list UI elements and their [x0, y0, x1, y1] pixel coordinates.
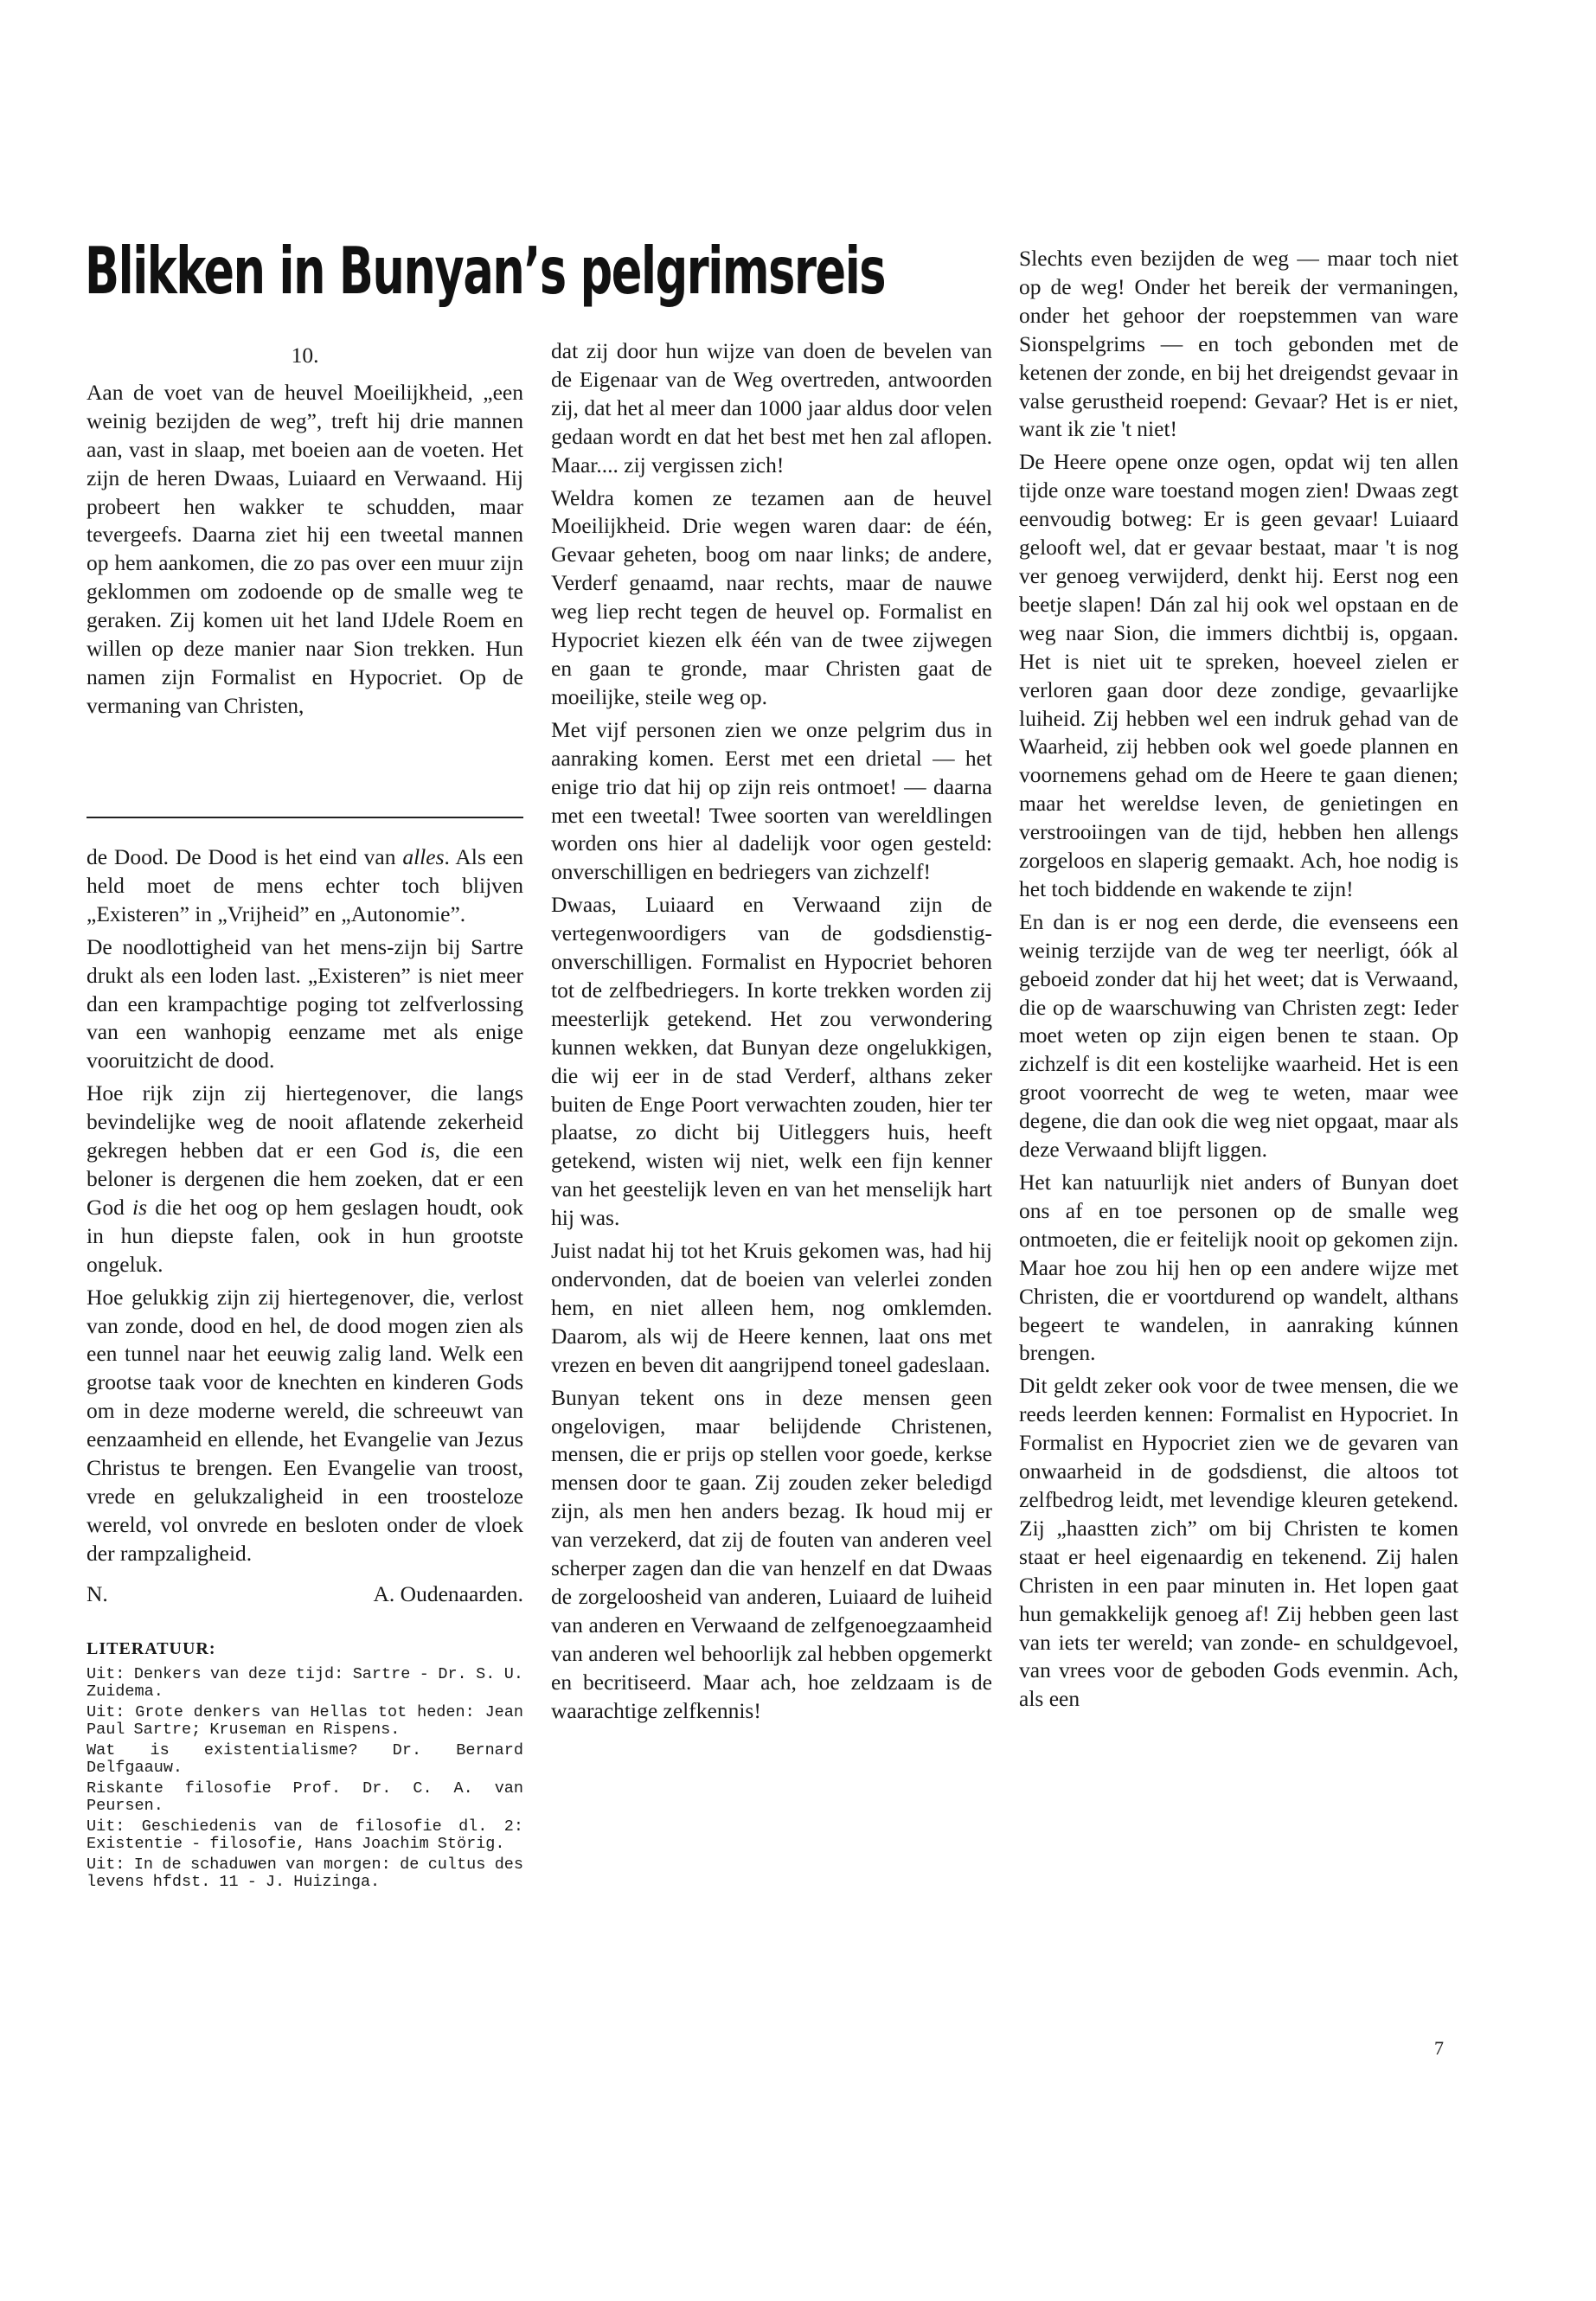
column-1-top: [87, 342, 523, 721]
paragraph: Met vijf personen zien we onze pelgrim dus in aanraking komen. Eerst met een drietal — het enige trio dat hij op zijn reis ontmoet! — daarna met een tweetal! Twee soorten van wereldlingen worden ons hier al dadelijk voor ogen gesteld: onverschilligen en bedriegers van zichzelf!: [551, 716, 992, 885]
paragraph: Hoe gelukkig zijn zij hiertegenover, die, verlost van zonde, dood en hel, de dood mogen zien als een tunnel naar het eeuwig zalig land. Welk een grootse taak voor de knechten en kinderen Gods om in deze moderne wereld, die schreeuwt van eenzaamheid en ellende, het Evangelie van Jezus Christus te brengen. Een Evangelie van troost, vrede en gelukzaligheid in een troosteloze wereld, vol onvrede en besloten onder de vloek der rampzaligheid.: [87, 1284, 523, 1566]
paragraph: Weldra komen ze tezamen aan de heuvel Moeilijkheid. Drie wegen waren daar: de één, Gevaar geheten, boog om naar links; de andere, Verderf genaamd, naar rechts, maar de nauwe weg liep recht tegen de heuvel op. Formalist en Hypocriet kiezen elk één van de twee zijwegen en gaan te gronde, maar Christen gaat de moeilijke, steile weg op.: [551, 484, 992, 709]
column-1-bottom: [87, 843, 523, 1890]
paragraph: Hoe rijk zijn zij hiertegenover, die langs bevindelijke weg de nooit aflatende zekerheid gekregen hebben dat er een God is, die een beloner is dergenen die hem zoeken, dat er een God is die het oog op hem geslagen houdt, ook in hun diepste falen, ook in hun grootste ongeluk.: [87, 1080, 523, 1277]
paragraph: Slechts even bezijden de weg — maar toch niet op de weg! Onder het bereik der vermaningen, onder het gehoor der roepstemmen van ware Sionspelgrims — en toch gebonden met de ketenen der zonde, en bij het dreigendst gevaar in valse gerustheid roepend: Gevaar? Het is er niet, want ik zie 't niet!: [1019, 246, 1458, 442]
page-number: 7: [1434, 2037, 1444, 2059]
literature-item: Uit: In de schaduwen van morgen: de cultus des levens hfdst. 11 - J. Huizinga.: [87, 1856, 523, 1891]
paragraph: Dwaas, Luiaard en Verwaand zijn de vertegenwoordigers van de godsdienstig-onverschilligen. Formalist en Hypocriet behoren tot de zelfbedriegers. In korte trekken worden zij meesterlijk getekend. Het zou verwondering kunnen wekken, dat Bunyan deze ongelukkigen, die wij eer in de stad Verderf, althans zeker buiten de Enge Poort verwachten zouden, hier ter plaatse, zo dicht bij Uitleggers huis, heeft getekend, wisten wij niet, welk een fijn kenner van het geestelijk leven en van het menselijk hart hij was.: [551, 892, 992, 1231]
paragraph: De Heere opene onze ogen, opdat wij ten allen tijde onze ware toestand mogen zien! Dwaas zegt eenvoudig botweg: Er is geen gevaar! Luiaard gelooft wel, dat er gevaar bestaat, maar 't is nog ver genoeg verwijderd, denkt hij. Eerst nog een beetje slapen! Dán zal hij ook wel opstaan en de weg naar Sion, die immers dichtbij is, opgaan. Het is niet uit te spreken, hoeveel zielen er verloren gaan door deze zondige, gevaarlijke luiheid. Zij hebben wel een indruk gehad van de Waarheid, zij hebben ook wel goede plannen en voornemens gehad om de Heere te gaan dienen; maar het wereldse leven, de genietingen en verstrooiingen van de tijd, hebben hen allengs zorgeloos en slaperig gemaakt. Ach, hoe nodig is het toch biddende en wakende te zijn!: [1019, 449, 1458, 901]
literature-item: Uit: Grote denkers van Hellas tot heden: Jean Paul Sartre; Kruseman en Rispens.: [87, 1703, 523, 1739]
paragraph: De noodlottigheid van het mens-zijn bij Sartre drukt als een loden last. „Existeren” is niet meer dan een krampachtige poging tot zelfverlossing van een wanhopig eenzame met als enige vooruitzicht de dood.: [87, 933, 523, 1074]
column-3: [1019, 245, 1458, 1714]
paragraph: Aan de voet van de heuvel Moeilijkheid, „een weinig bezijden de weg”, treft hij drie mannen aan, vast in slaap, met boeien aan de voeten. Het zijn de heren Dwaas, Luiaard en Verwaand. Hij probeert hen wakker te schudden, maar tevergeefs. Daarna ziet hij een tweetal mannen op hem aankomen, die zo pas over een muur zijn geklommen om zodoende op de smalle weg te geraken. Zij komen uit het land IJdele Roem en willen op deze manier naar Sion trekken. Hun namen zijn Formalist en Hypocriet. Op de vermaning van Christen,: [87, 379, 523, 718]
signature-initial: N.: [87, 1580, 108, 1606]
column-divider: [87, 817, 523, 818]
issue-number: 10.: [291, 343, 319, 368]
literature-heading: LITERATUUR:: [87, 1638, 216, 1658]
column-2: [551, 337, 992, 1726]
paragraph: de Dood. De Dood is het eind van alles. Als een held moet de mens echter toch blijven „Existeren” in „Vrijheid” en „Autonomie”.: [87, 844, 524, 926]
author-name: A. Oudenaarden.: [373, 1580, 523, 1606]
literature-item: Uit: Denkers van deze tijd: Sartre - Dr. S. U. Zuidema.: [87, 1665, 523, 1701]
paragraph: En dan is er nog een derde, die evenseens een weinig terzijde van de weg ter neerligt, óók al geboeid zonder dat hij het weet; dat is Verwaand, die op de waarschuwing van Christen zegt: Ieder moet weten op zijn eigen benen te staan. Op zichzelf is dit een kostelijke waarheid. Het is een groot voorrecht de weg te weten, maar wee degene, die dan ook die weg niet opgaat, maar als deze Verwaand blijft liggen.: [1019, 908, 1458, 1163]
article-title: Blikken in Bunyan’s pelgrimsreis: [85, 233, 886, 309]
literature-item: Uit: Geschiedenis van de filosofie dl. 2: Existentie - filosofie, Hans Joachim Störig.: [87, 1817, 523, 1853]
literature-item: Riskante filosofie Prof. Dr. C. A. van Peursen.: [87, 1779, 523, 1815]
paragraph: Bunyan tekent ons in deze mensen geen ongelovigen, maar belijdende Christenen, mensen, die er prijs op stellen voor goede, kerkse mensen door te gaan. Zij zouden zeker beledigd zijn, als men hen anders bezag. Ik houd mij er van verzekerd, dat zij de fouten van anderen veel scherper zagen dan die van henzelf en dat Dwaas de zorgeloosheid van anderen, Luiaard de luiheid van anderen en Verwaand de zelfgenoegzaamheid van anderen wel behoorlijk zal hebben opgemerkt en becritiseerd. Maar ach, hoe zeldzaam is de waarachtige zelfkennis!: [551, 1384, 992, 1723]
paragraph: Dit geldt zeker ook voor de twee mensen, die we reeds leerden kennen: Formalist en Hypocriet. In Formalist en Hypocriet zien we de gevaren van onwaarheid in de godsdienst, die altoos tot zelfbedrog leidt, met levendige kleuren getekend. Zij „haastten zich” om bij Christen te komen staat er heel eigenaardig en tekenend. Zij halen Christen in een paar minuten in. Het lopen gaat hun gemakkelijk genoeg af! Zij hebben geen last van iets ter wereld; van zonde- en schuldgevoel, van vrees voor de geboden Gods evenmin. Ach, als een: [1019, 1373, 1458, 1712]
paragraph: Juist nadat hij tot het Kruis gekomen was, had hij ondervonden, dat de boeien van velerlei zonden hem, en niet alleen hem, nog omklemden. Daarom, als wij de Heere kennen, laat ons met vrezen en beven dit aangrijpend toneel gadeslaan.: [551, 1238, 992, 1377]
literature-item: Wat is existentialisme? Dr. Bernard Delfgaauw.: [87, 1741, 523, 1777]
signature: [87, 1580, 523, 1609]
paragraph: Het kan natuurlijk niet anders of Bunyan doet ons af en toe personen op de smalle weg ontmoeten, die er feitelijk nooit op gekomen zijn. Maar hoe zou hij hen op een andere wijze met Christen, die er voortdurend op wandelt, althans begeert te wandelen, in aanraking kúnnen brengen.: [1019, 1170, 1458, 1366]
paragraph: dat zij door hun wijze van doen de bevelen van de Eigenaar van de Weg overtreden, antwoorden zij, dat het al meer dan 1000 jaar aldus door velen gedaan wordt en dat het best met hen zal aflopen. Maar.... zij vergissen zich!: [551, 338, 992, 478]
